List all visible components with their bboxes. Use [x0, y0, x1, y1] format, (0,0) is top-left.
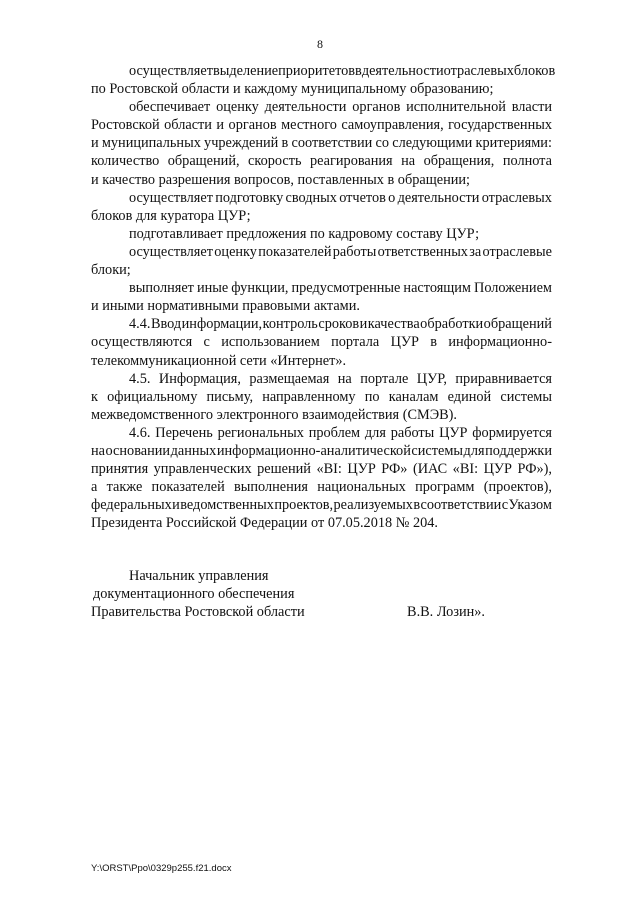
paragraph-p2: [91, 98, 552, 188]
paragraph-p7: [91, 315, 552, 369]
paragraph-p9: [91, 424, 552, 533]
paragraph-p6: [91, 279, 552, 315]
page-number: 8: [317, 37, 323, 51]
text-line: подготавливает предложения по кадровому составу ЦУР;: [129, 225, 480, 242]
paragraph-p5: [91, 243, 552, 279]
text-line: 4.4. Ввод информации, контроль сроков и качества обработки обращений: [129, 316, 552, 333]
signature-title-line2: документационного обеспечения: [93, 586, 295, 603]
document-body: [91, 62, 556, 532]
text-line: принятия управленческих решений «BI: ЦУР РФ» (ИАС «BI: ЦУР РФ»),: [91, 461, 552, 478]
paragraph-p4: [91, 225, 552, 243]
text-line: Президента Российской Федерации от 07.05.2018 № 204.: [91, 515, 438, 532]
text-line: и муниципальных учреждений в соответствии со следующими критериями:: [91, 135, 552, 152]
text-line: количество обращений, скорость реагирования на обращения, полнота: [91, 153, 552, 170]
signature-title-line1: Начальник управления: [129, 568, 269, 584]
text-line: и иными нормативными правовыми актами.: [91, 298, 360, 315]
text-line: 4.6. Перечень региональных проблем для работы ЦУР формируется: [129, 424, 552, 441]
text-line: выполняет иные функции, предусмотренные настоящим Положением: [129, 280, 552, 297]
paragraph-p8: [91, 370, 552, 424]
text-line: по Ростовской области и каждому муниципальному образованию;: [91, 81, 494, 98]
text-line: на основании данных информационно-аналитической системы для поддержки: [91, 442, 552, 459]
signature-block: [91, 567, 552, 621]
text-line: и качество разрешения вопросов, поставленных в обращении;: [91, 171, 470, 188]
text-line: осуществляются с использованием портала ЦУР в информационно-: [91, 334, 552, 351]
text-line: осуществляет подготовку сводных отчетов о деятельности отраслевых: [129, 189, 552, 206]
text-line: а также показателей выполнения национальных программ (проектов),: [91, 479, 552, 496]
text-line: осуществляет оценку показателей работы ответственных за отраслевые: [129, 243, 552, 260]
text-line: к официальному письму, направленному по каналам единой системы: [91, 388, 552, 405]
signatory-name: В.В. Лозин».: [407, 604, 485, 621]
paragraph-p1: [91, 62, 556, 98]
text-line: обеспечивает оценку деятельности органов исполнительной власти: [129, 99, 552, 116]
text-line: блоков для куратора ЦУР;: [91, 207, 251, 224]
signature-title-line3: Правительства Ростовской области: [91, 604, 305, 621]
text-line: осуществляет выделение приоритетов в деятельности отраслевых блоков: [129, 63, 556, 79]
file-path-footer: Y:\ORST\Ppo\0329p255.f21.docx: [91, 863, 232, 874]
text-line: Ростовской области и органов местного самоуправления, государственных: [91, 117, 552, 134]
paragraph-p3: [91, 189, 552, 225]
text-line: телекоммуникационной сети «Интернет».: [91, 352, 347, 369]
text-line: блоки;: [91, 262, 131, 279]
text-line: 4.5. Информация, размещаемая на портале ЦУР, приравнивается: [129, 370, 552, 387]
text-line: межведомственного электронного взаимодействия (СМЭВ).: [91, 406, 458, 423]
text-line: федеральных и ведомственных проектов, реализуемых в соответствии с Указом: [91, 497, 552, 514]
